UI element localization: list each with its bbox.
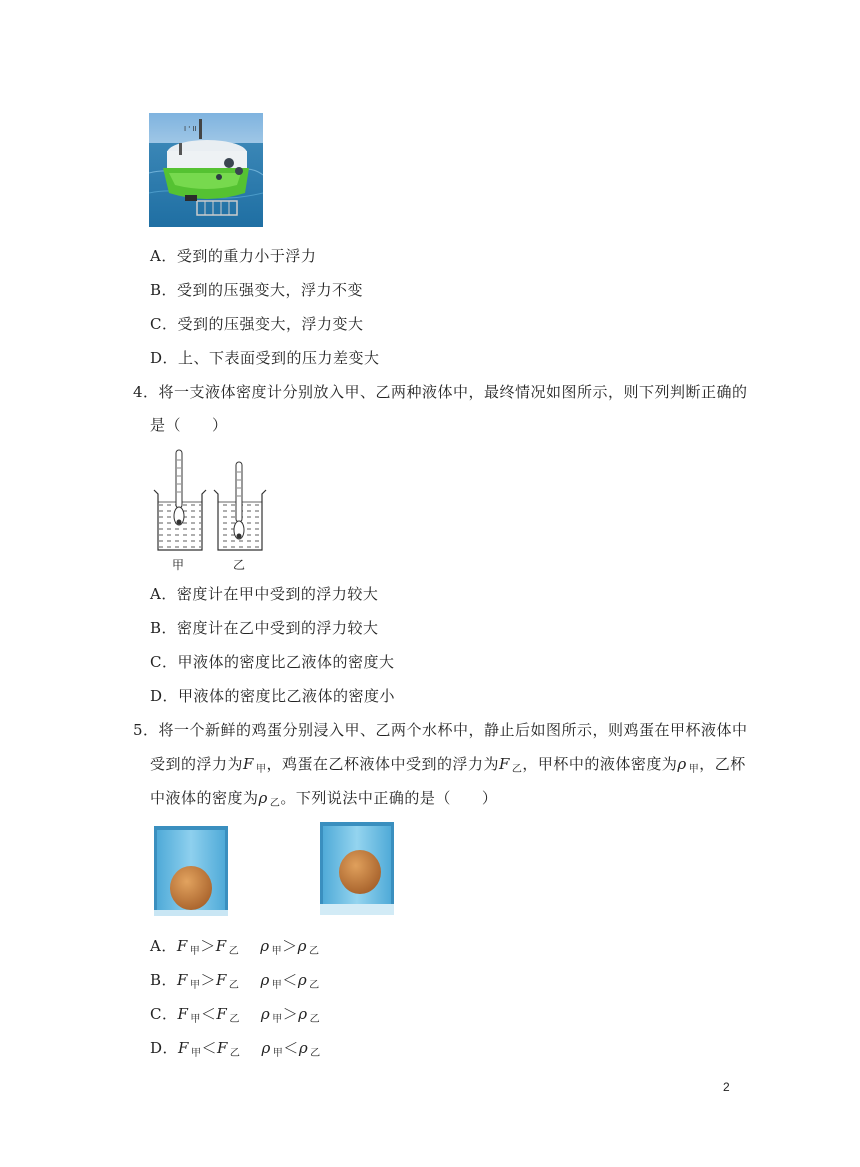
q4-option-d: D．甲液体的密度比乙液体的密度小 bbox=[150, 687, 396, 705]
svg-text:I ' II: I ' II bbox=[184, 125, 197, 133]
q3-option-a: A．受到的重力小于浮力 bbox=[150, 247, 317, 265]
page-number: 2 bbox=[723, 1080, 730, 1094]
q3-option-c: C．受到的压强变大，浮力变大 bbox=[150, 315, 364, 333]
q5-option-d: D．F $_甲$＜F $_乙$ ρ $_甲$＜ρ $_乙$ bbox=[150, 1039, 321, 1059]
q5-option-a: A．F $_甲$＞F $_乙$ ρ $_甲$＞ρ $_乙$ bbox=[150, 937, 320, 957]
q4-stem-line1: 4．将一支液体密度计分别放入甲、乙两种液体中，最终情况如图所示，则下列判断正确的 bbox=[133, 383, 748, 401]
q4-option-b: B．密度计在乙中受到的浮力较大 bbox=[150, 619, 379, 637]
q5-option-c: C．F $_甲$＜F $_乙$ ρ $_甲$＞ρ $_乙$ bbox=[150, 1005, 321, 1025]
q5-stem-line2: 受到的浮力为F $_甲$，鸡蛋在乙杯液体中受到的浮力为F $_乙$，甲杯中的液体密度为ρ $_甲$，乙杯 bbox=[150, 755, 746, 775]
beaker-label-yi: 乙 bbox=[233, 558, 246, 572]
egg-cup-jia-photo bbox=[154, 826, 228, 916]
q5-option-b: B．F $_甲$＞F $_乙$ ρ $_甲$＜ρ $_乙$ bbox=[150, 971, 320, 991]
q4-option-c: C．甲液体的密度比乙液体的密度大 bbox=[150, 653, 395, 671]
q5-stem-line1: 5．将一个新鲜的鸡蛋分别浸入甲、乙两个水杯中，静止后如图所示，则鸡蛋在甲杯液体中 bbox=[133, 721, 748, 739]
egg-cup-yi-photo bbox=[320, 822, 394, 915]
q4-option-a: A．密度计在甲中受到的浮力较大 bbox=[150, 585, 379, 603]
q4-stem-line2: 是（ ） bbox=[150, 416, 228, 434]
q3-option-d: D．上、下表面受到的压力差变大 bbox=[150, 349, 380, 367]
q3-option-b: B．受到的压强变大，浮力不变 bbox=[150, 281, 364, 299]
hydrometer-figure bbox=[150, 448, 270, 573]
beaker-label-jia: 甲 bbox=[172, 558, 185, 572]
q5-stem-line3: 中液体的密度为ρ $_乙$。下列说法中正确的是（ ） bbox=[150, 789, 498, 809]
submersible-photo bbox=[149, 113, 263, 227]
